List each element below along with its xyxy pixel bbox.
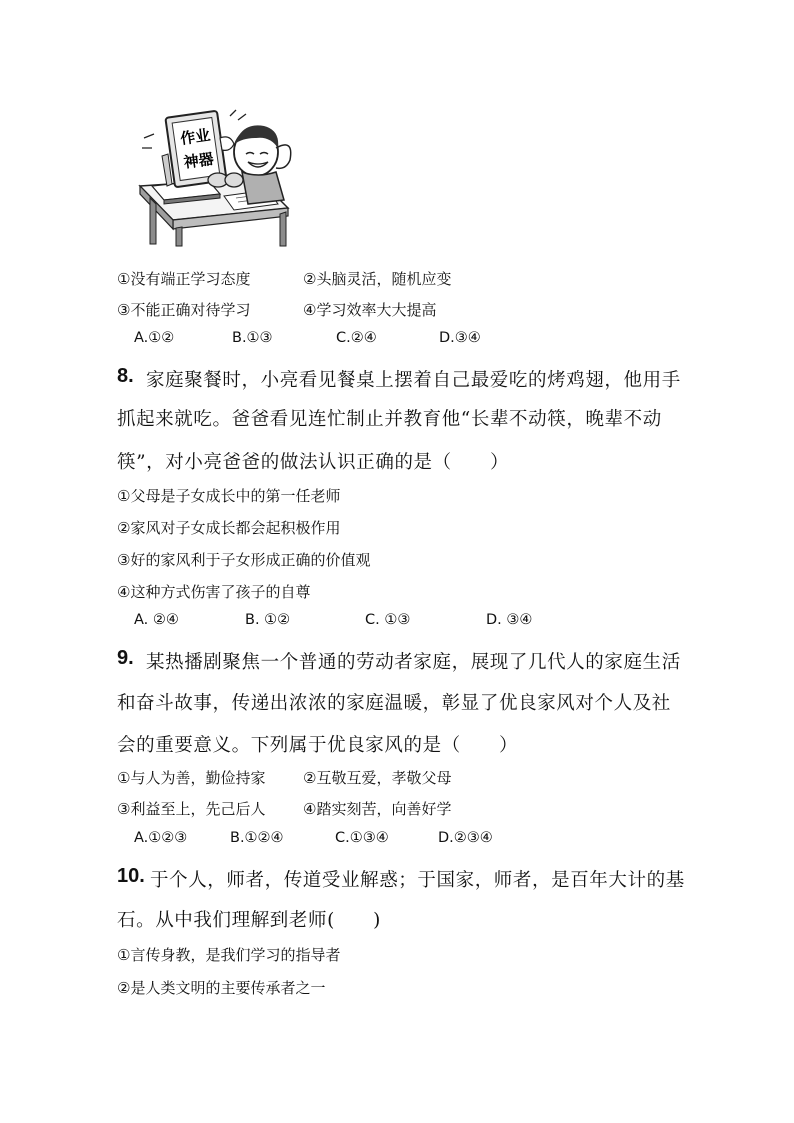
q10-stem-line-2: 石。从中我们理解到老师( ) [117,910,381,931]
q9-stem-line-1: 某热播剧聚焦一个普通的劳动者家庭，展现了几代人的家庭生活 [146,652,681,673]
q7-option-b: B.①③ [232,330,273,346]
q8-item-4: ④这种方式伤害了孩子的自尊 [117,583,311,601]
q8-option-c: C. ①③ [365,612,411,628]
q9-option-b: B.①②④ [230,830,284,846]
q9-stem-line-2: 和奋斗故事，传递出浓浓的家庭温暖，彰显了优良家风对个人及社 [117,693,671,714]
q9-number: 9. [117,647,134,669]
q10-number: 10. [117,865,145,887]
q7-item-3: ③不能正确对待学习 [117,301,251,319]
q7-option-c: C.②④ [336,330,377,346]
sign-text-line1: 作业 [179,125,212,148]
q7-option-d: D.③④ [439,330,481,346]
q9-item-3: ③利益至上，先己后人 [117,800,266,818]
q9-item-4: ④踏实刻苦，向善好学 [303,800,452,818]
q9-item-1: ①与人为善，勤俭持家 [117,769,266,787]
q8-option-d: D. ③④ [486,612,533,628]
q10-stem-line-1: 于个人，师者，传道受业解惑；于国家，师者，是百年大计的基 [150,870,685,891]
q8-item-3: ③好的家风利于子女形成正确的价值观 [117,551,371,569]
q7-option-a: A.①② [134,330,175,346]
q8-item-1: ①父母是子女成长中的第一任老师 [117,487,341,505]
q10-item-1: ①言传身教，是我们学习的指导者 [117,946,341,964]
q9-option-d: D.②③④ [438,830,493,846]
q7-item-4: ④学习效率大大提高 [303,301,437,319]
q9-stem-line-3: 会的重要意义。下列属于优良家风的是（ ） [117,735,519,756]
q8-stem-line-2: 抓起来就吃。爸爸看见连忙制止并教育他“长辈不动筷，晚辈不动 [117,409,662,430]
q8-stem-line-1: 家庭聚餐时，小亮看见餐桌上摆着自己最爱吃的烤鸡翅，他用手 [146,370,681,391]
q9-item-2: ②互敬互爱，孝敬父母 [303,769,452,787]
sign-text-line2: 神器 [182,149,215,172]
q9-option-a: A.①②③ [134,830,188,846]
q8-number: 8. [117,365,134,387]
homework-cartoon-illustration [138,108,296,248]
q7-item-2: ②头脑灵活，随机应变 [303,270,452,288]
q9-option-c: C.①③④ [335,830,389,846]
q8-option-a: A. ②④ [134,612,179,628]
q8-stem-line-3: 筷”，对小亮爸爸的做法认识正确的是（ ） [117,452,510,473]
q8-option-b: B. ①② [245,612,291,628]
q10-item-2: ②是人类文明的主要传承者之一 [117,979,326,997]
q8-item-2: ②家风对子女成长都会起积极作用 [117,519,341,537]
q7-item-1: ①没有端正学习态度 [117,270,251,288]
